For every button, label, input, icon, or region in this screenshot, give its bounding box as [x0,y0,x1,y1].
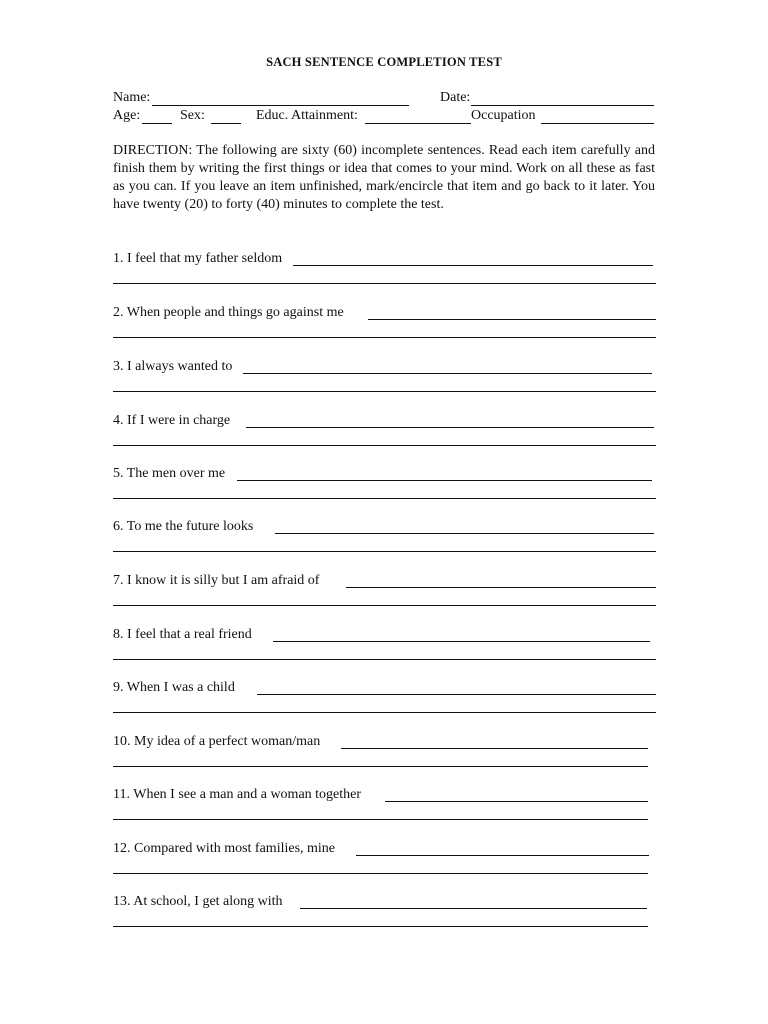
sentence-stem: 1. I feel that my father seldom [113,251,283,266]
answer-continuation-line[interactable] [113,766,648,767]
sex-field[interactable] [211,123,241,124]
sentence-item [113,465,658,505]
educ-attainment-field[interactable] [365,123,471,124]
answer-line[interactable] [300,908,647,909]
sex-label: Sex: [180,108,205,123]
sentence-item [113,786,658,826]
sentence-item [113,679,658,719]
answer-line[interactable] [246,427,654,428]
header-row-details [113,108,658,126]
occupation-label: Occupation [471,108,536,123]
answer-continuation-line[interactable] [113,873,648,874]
sentence-stem: 9. When I was a child [113,680,235,695]
answer-continuation-line[interactable] [113,926,648,927]
answer-continuation-line[interactable] [113,337,656,338]
answer-line[interactable] [243,373,652,374]
sentence-stem: 7. I know it is silly but I am afraid of [113,573,320,588]
answer-line[interactable] [368,319,656,320]
answer-continuation-line[interactable] [113,283,656,284]
answer-continuation-line[interactable] [113,445,656,446]
sentence-stem: 11. When I see a man and a woman together [113,787,362,802]
direction-paragraph: DIRECTION: The following are sixty (60) incomplete sentences. Read each item carefully and finish them by writing the first things or idea that comes to your mind. Work on all these as fast as you can. If you leave an item unfinished, mark/encircle that item and go back to it later. You have twenty (20) to forty (40) minutes to complete the test. [113,143,655,212]
sentence-item [113,412,658,452]
sentence-item [113,893,658,933]
educ-attainment-label: Educ. Attainment: [256,108,358,123]
age-field[interactable] [142,123,172,124]
answer-line[interactable] [273,641,650,642]
answer-line[interactable] [275,533,654,534]
sentence-item [113,358,658,398]
sentence-stem: 4. If I were in charge [113,413,231,428]
answer-continuation-line[interactable] [113,605,656,606]
answer-line[interactable] [346,587,656,588]
sentence-item [113,304,658,344]
sentence-stem: 2. When people and things go against me [113,305,344,320]
sentence-stem: 13. At school, I get along with [113,894,283,909]
document-title: SACH SENTENCE COMPLETION TEST [266,55,502,69]
answer-continuation-line[interactable] [113,712,656,713]
name-field[interactable] [152,105,409,106]
sentence-stem: 10. My idea of a perfect woman/man [113,734,321,749]
sentence-stem: 6. To me the future looks [113,519,254,534]
answer-line[interactable] [356,855,649,856]
sentence-stem: 3. I always wanted to [113,359,233,374]
sentence-item [113,572,658,612]
date-field[interactable] [471,105,654,106]
sentence-item [113,250,658,290]
sentence-item [113,518,658,558]
answer-line[interactable] [385,801,648,802]
answer-line[interactable] [257,694,656,695]
header-row-name-date [113,90,658,108]
answer-line[interactable] [293,265,653,266]
sentence-item [113,733,658,773]
name-label: Name: [113,90,151,105]
sentence-stem: 12. Compared with most families, mine [113,841,336,856]
sentence-item [113,626,658,666]
answer-continuation-line[interactable] [113,498,656,499]
answer-continuation-line[interactable] [113,391,656,392]
answer-line[interactable] [341,748,648,749]
date-label: Date: [440,90,471,105]
sentence-stem: 5. The men over me [113,466,226,481]
occupation-field[interactable] [541,123,654,124]
answer-line[interactable] [237,480,652,481]
answer-continuation-line[interactable] [113,659,656,660]
answer-continuation-line[interactable] [113,819,648,820]
age-label: Age: [113,108,141,123]
answer-continuation-line[interactable] [113,551,656,552]
sentence-item [113,840,658,880]
sentence-stem: 8. I feel that a real friend [113,627,252,642]
